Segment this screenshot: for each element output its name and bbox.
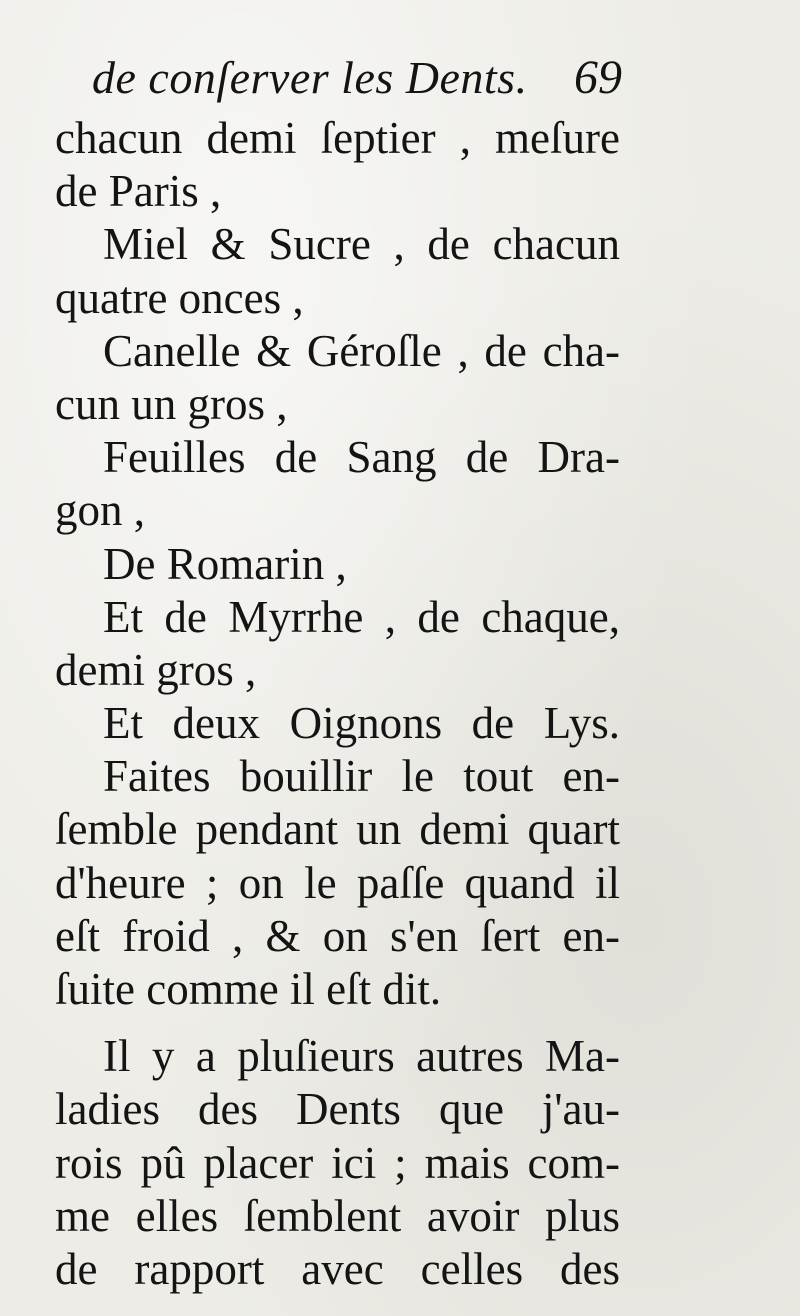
body-text [55,112,620,1296]
text-line: De Romarin , [103,538,347,589]
text-line: cun un gros , [55,378,288,429]
text-line: ſuite comme il eſt dit. [55,964,442,1014]
text-line: eſt froid , & on s'en ſert en- [55,910,620,961]
page-header [92,50,622,110]
text-line: gon , [55,485,145,536]
paragraph-gap [55,1016,620,1030]
text-line: ſemble pendant un demi quart [55,804,620,855]
text-line: Miel & Sucre , de chacun [103,219,620,270]
text-line: Et deux Oignons de Lys. [103,698,620,749]
text-line: me elles ſemblent avoir plus [55,1190,620,1241]
text-line: Et de Myrrhe , de chaque, [103,591,620,642]
page-number: 69 [574,51,622,104]
text-line: de Paris , [55,166,222,217]
text-line: demi gros , [55,644,257,695]
text-line: quatre onces , [55,272,304,323]
running-title: de conſerver les Dents. [92,52,528,103]
text-line: Il y a pluſieurs autres Ma- [103,1031,620,1082]
text-line: Faites bouillir le tout en- [103,751,620,802]
text-line: d'heure ; on le paſſe quand il [55,857,620,908]
text-line: rois pû placer ici ; mais com- [55,1137,620,1188]
text-line: chacun demi ſeptier , meſure [55,113,620,163]
text-line: de rapport avec celles des [55,1243,620,1294]
text-line: Canelle & Géroſle , de cha- [103,325,620,376]
text-line: Feuilles de Sang de Dra- [103,432,620,483]
text-line: ladies des Dents que j'au- [55,1084,620,1135]
